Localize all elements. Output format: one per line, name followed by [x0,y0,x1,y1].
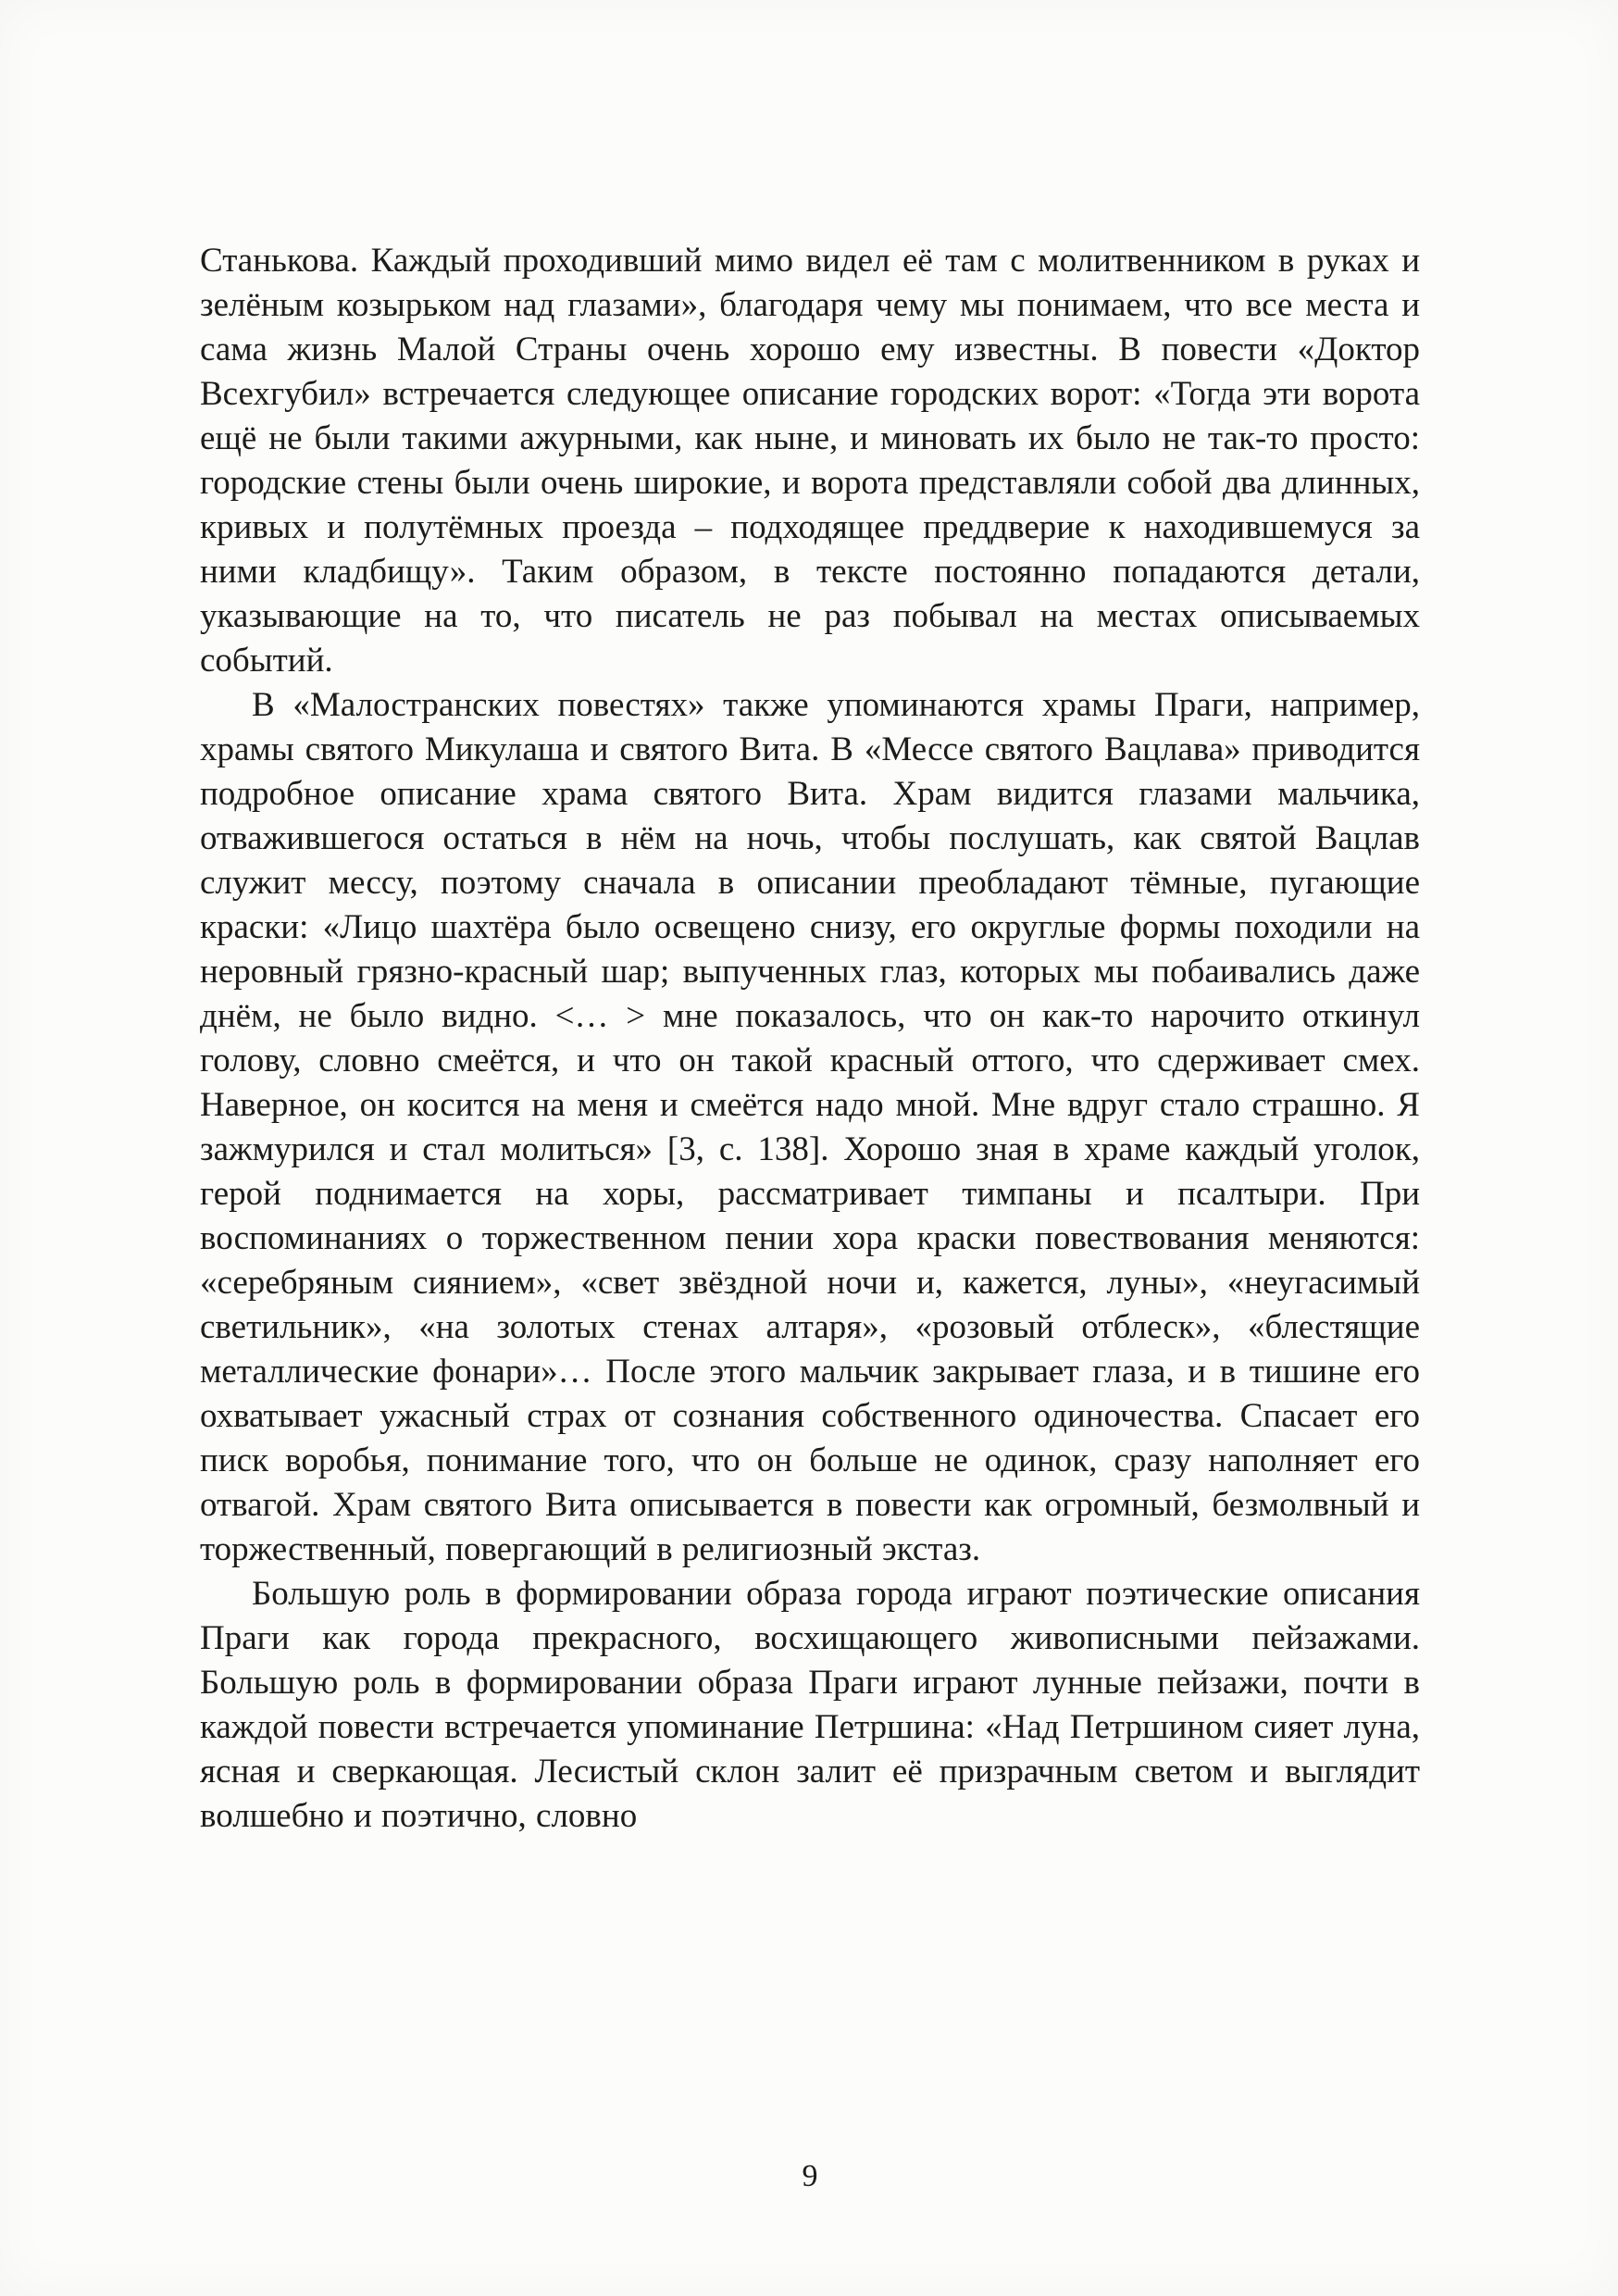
paragraph-churches: В «Малостранских повестях» также упоминаются храмы Праги, например, храмы святого Микулаша и святого Вита. В «Мессе святого Вацлава» приводится подробное описание храма святого Вита. Храм видится глазами мальчика, отважившегося остаться в нём на ночь, чтобы послушать, как святой Вацлав служит мессу, поэтому сначала в описании преобладают тёмные, пугающие краски: «Лицо шахтёра было освещено снизу, его округлые формы походили на неровный грязно-красный шар; выпученных глаз, которых мы побаивались даже днём, не было видно. <… > мне показалось, что он как-то нарочито откинул голову, словно смеётся, и что он такой красный оттого, что сдерживает смех. Наверное, он косится на меня и смеётся надо мной. Мне вдруг стало страшно. Я зажмурился и стал молиться» [3, с. 138]. Хорошо зная в храме каждый уголок, герой поднимается на хоры, рассматривает тимпаны и псалтыри. При воспоминаниях о торжественном пении хора краски повествования меняются: «серебряным сиянием», «свет звёздной ночи и, кажется, луны», «неугасимый светильник», «на золотых стенах алтаря», «розовый отблеск», «блестящие металлические фонари»… После этого мальчик закрывает глаза, и в тишине его охватывает ужасный страх от сознания собственного одиночества. Спасает его писк воробья, понимание того, что он больше не одинок, сразу наполняет его отвагой. Храм святого Вита описывается в повести как огромный, безмолвный и торжественный, повергающий в религиозный экстаз. [200,686,1420,1568]
page-number: 9 [802,2159,818,2193]
text-block [200,239,1420,1839]
paragraph-landscapes: Большую роль в формировании образа города играют поэтические описания Праги как города прекрасного, восхищающего живописными пейзажами. Большую роль в формировании образа Праги играют лунные пейзажи, почти в каждой повести встречается упоминание Петршина: «Над Петршином сияет луна, ясная и сверкающая. Лесистый склон залит её призрачным светом и выглядит волшебно и поэтично, словно [200,1575,1420,1835]
paragraph-continuation: Станькова. Каждый проходивший мимо видел её там с молитвенником в руках и зелёным козырьком над глазами», благодаря чему мы понимаем, что все места и сама жизнь Малой Страны очень хорошо ему известны. В повести «Доктор Всехгубил» встречается следующее описание городских ворот: «Тогда эти ворота ещё не были такими ажурными, как ныне, и миновать их было не так-то просто: городские стены были очень широкие, и ворота представляли собой два длинных, кривых и полутёмных проезда – подходящее преддверие к находившемуся за ними кладбищу». Таким образом, в тексте постоянно попадаются детали, указывающие на то, что писатель не раз побывал на местах описываемых событий. [200,242,1420,680]
